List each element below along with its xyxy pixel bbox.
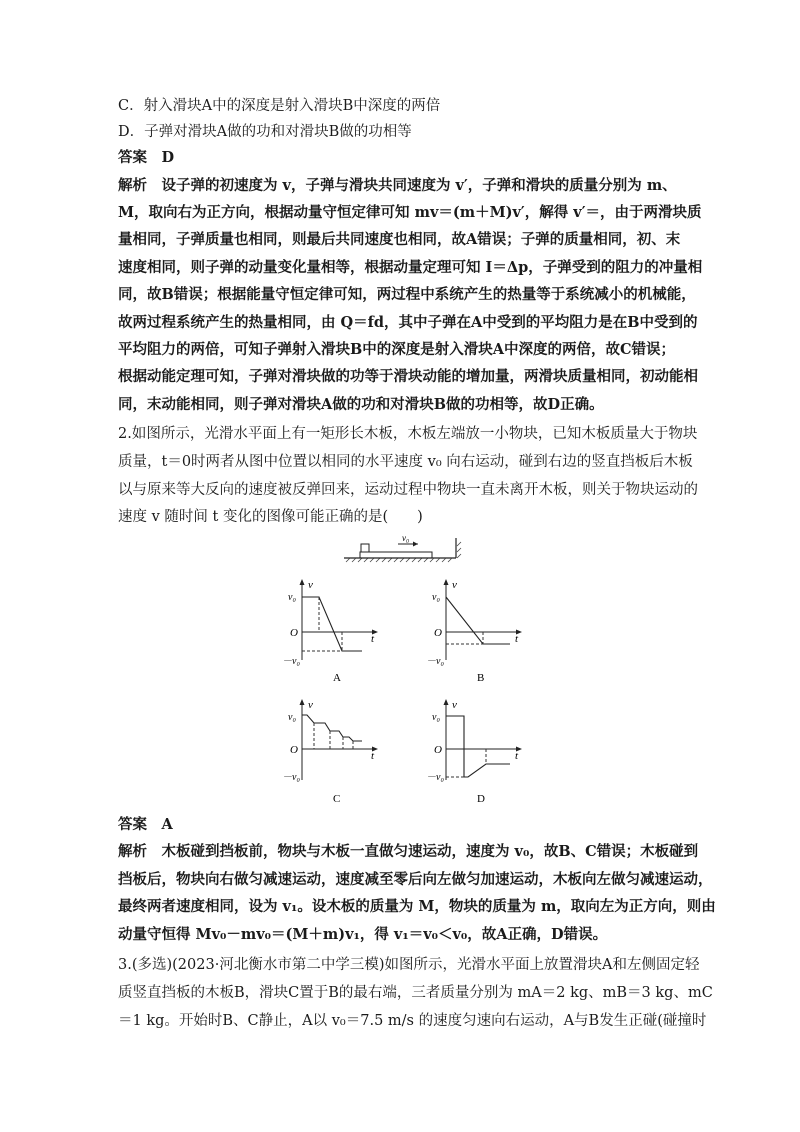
question-3-line: 3.(多选)(2023·河北衡水市第二中学三模)如图所示，光滑水平面上放置滑块A和左侧固定轻 [118, 957, 700, 973]
v-axis-label: v [452, 579, 457, 591]
t-axis-label: t [515, 633, 519, 645]
graph-label: C [333, 793, 341, 805]
analysis-line: 动量守恒得 Mv₀－mv₀＝(M＋m)v₁，得 v₁＝v₀＜v₀，故A正确，D错误。 [118, 926, 608, 943]
option-d-line: D．子弹对滑块A做的功和对滑块B做的功相等 [118, 124, 412, 140]
graph-d [426, 696, 536, 808]
neg-v0-tick: －v₀ [426, 656, 444, 667]
graph-b [426, 576, 536, 686]
graph-label: A [333, 672, 341, 684]
question-2-line: 速度 v 随时间 t 变化的图像可能正确的是( ) [118, 509, 423, 525]
graph-c [282, 696, 392, 808]
v0-tick: v₀ [432, 592, 440, 603]
analysis-line: 挡板后，物块向右做匀减速运动，速度减至零后向左做匀加速运动，木板向左做匀减速运动， [118, 871, 713, 888]
board-diagram [340, 532, 465, 568]
graph-label: D [477, 793, 485, 805]
analysis-line: 同，末动能相同，则子弹对滑块A做的功和对滑块B做的功相等，故D正确。 [118, 396, 604, 413]
v0-tick: v₀ [288, 592, 296, 603]
origin-label: O [434, 744, 442, 756]
origin-label: O [290, 627, 298, 639]
option-c-line: C．射入滑块A中的深度是射入滑块B中深度的两倍 [118, 98, 441, 114]
analysis-line: 同，故B错误；根据能量守恒定律可知，两过程中系统产生的热量等于系统减小的机械能， [118, 286, 696, 303]
neg-v0-tick: －v₀ [282, 772, 300, 783]
analysis-line: 解析 木板碰到挡板前，物块与木板一直做匀速运动，速度为 v₀，故B、C错误；木板碰到 [118, 843, 699, 860]
question-2-line: 2.如图所示，光滑水平面上有一矩形长木板，木板左端放一小物块，已知木板质量大于物块 [118, 426, 698, 442]
question-2-line: 以与原来等大反向的速度被反弹回来，运动过程中物块一直未离开木板，则关于物块运动的 [118, 482, 698, 498]
analysis-line: M，取向右为正方向，根据动量守恒定律可知 mv＝(m＋M)v′，解得 v′＝，由于两滑块质 [118, 204, 702, 221]
answer-line: 答案 D [118, 149, 175, 166]
t-axis-label: t [371, 750, 375, 762]
v0-label: v₀ [402, 533, 410, 543]
question-2-line: 质量，t＝0时两者从图中位置以相同的水平速度 v₀ 向右运动，碰到右边的竖直挡板后木板 [118, 454, 693, 470]
analysis-line: 平均阻力的两倍，可知子弹射入滑块B中的深度是射入滑块A中深度的两倍，故C错误； [118, 341, 676, 358]
neg-v0-tick: －v₀ [426, 772, 444, 783]
v0-tick: v₀ [288, 712, 296, 723]
question-3-line: ＝1 kg。开始时B、C静止，A以 v₀＝7.5 m/s 的速度匀速向右运动，A与B发生正碰(碰撞时 [118, 1013, 707, 1029]
v-axis-label: v [308, 699, 313, 711]
graph-a [282, 576, 392, 686]
origin-label: O [290, 744, 298, 756]
analysis-line: 最终两者速度相同，设为 v₁。设木板的质量为 M，物块的质量为 m，取向左为正方向，则由 [118, 898, 716, 915]
analysis-line: 速度相同，则子弹的动量变化量相等，根据动量定理可知 I＝Δp，子弹受到的阻力的冲量相 [118, 259, 703, 276]
t-axis-label: t [371, 633, 375, 645]
analysis-line: 根据动能定理可知，子弹对滑块做的功等于滑块动能的增加量，两滑块质量相同，初动能相 [118, 368, 698, 385]
neg-v0-tick: －v₀ [282, 656, 300, 667]
analysis-line: 量相同，子弹质量也相同，则最后共同速度也相同，故A错误；子弹的质量相同，初、末 [118, 231, 681, 248]
t-axis-label: t [515, 750, 519, 762]
board-rect [360, 552, 432, 558]
v-axis-label: v [452, 699, 457, 711]
analysis-line: 故两过程系统产生的热量相同，由 Q＝fd，其中子弹在A中受到的平均阻力是在B中受到的 [118, 314, 698, 331]
v-axis-label: v [308, 579, 313, 591]
analysis-line: 解析 设子弹的初速度为 v，子弹与滑块共同速度为 v′，子弹和滑块的质量分别为 m、 [118, 177, 677, 194]
question-3-line: 质竖直挡板的木板B，滑块C置于B的最右端，三者质量分别为 mA＝2 kg、mB＝3 kg、mC [118, 985, 713, 1001]
answer-line: 答案 A [118, 816, 173, 833]
origin-label: O [434, 627, 442, 639]
graph-label: B [477, 672, 485, 684]
block-rect [361, 544, 369, 552]
v0-tick: v₀ [432, 712, 440, 723]
